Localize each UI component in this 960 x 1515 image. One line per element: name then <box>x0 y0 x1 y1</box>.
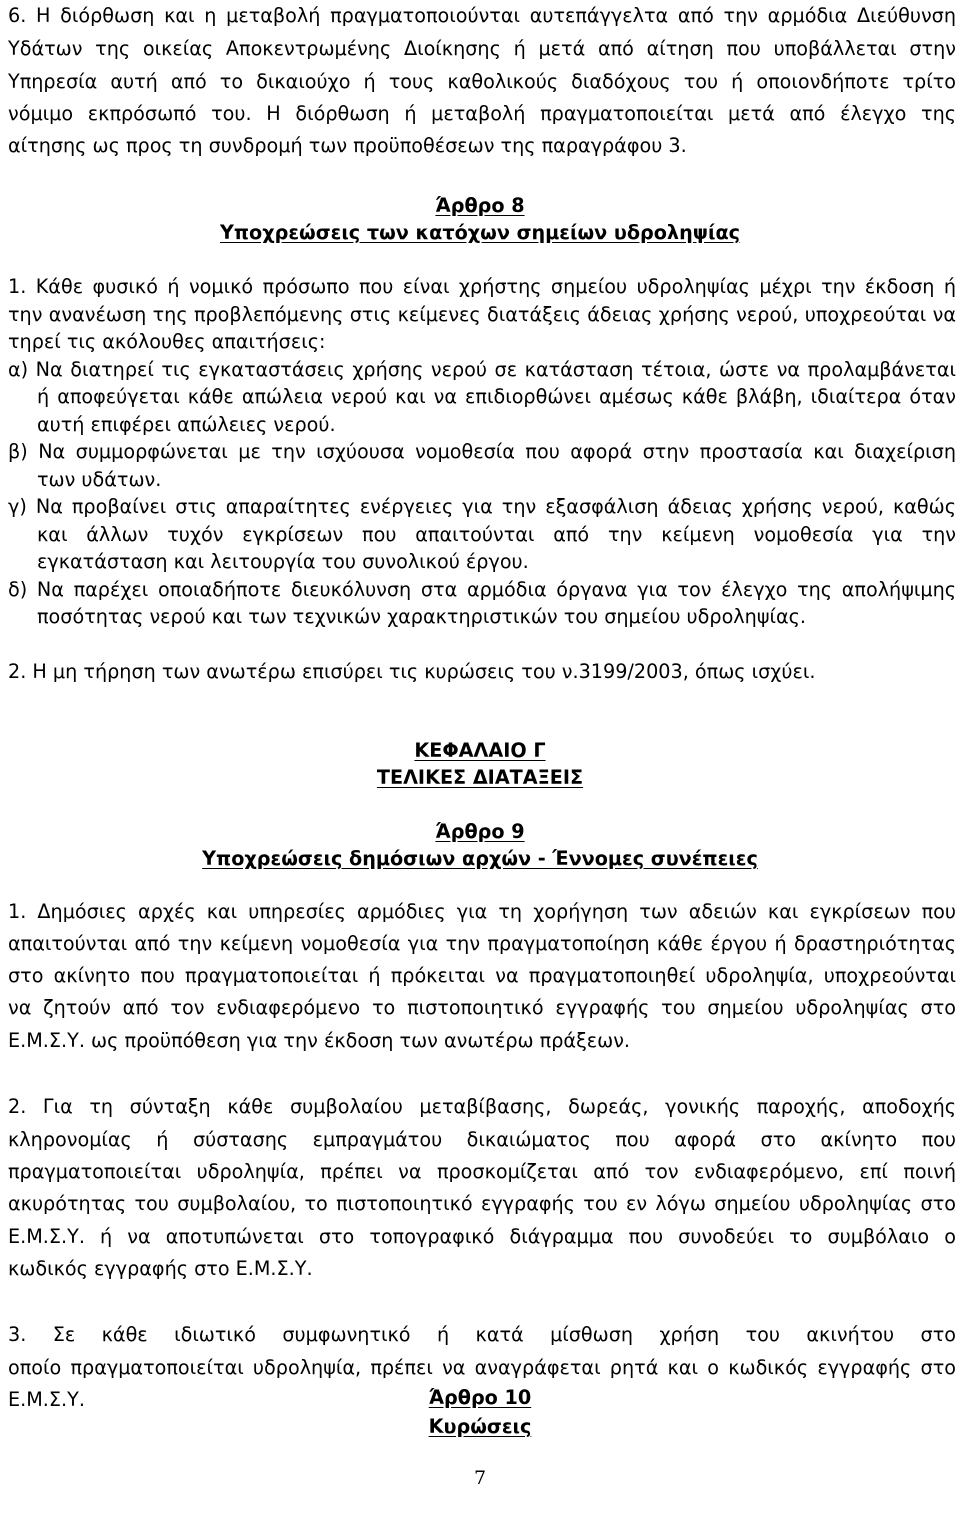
article-8-item-c: και άλλων τυχόν εγκρίσεων που απαιτούνται από την κείμενη νομοθεσία για την <box>37 523 956 546</box>
article-9-p2-line: πραγματοποιείται υδροληψία, πρέπει να προσκομίζεται από τον ενδιαφερόμενο, επί ποινή <box>8 1160 956 1183</box>
article-8-p2: 2. Η μη τήρηση των ανωτέρω επισύρει τις κυρώσεις του ν.3199/2003, όπως ισχύει. <box>8 660 816 683</box>
article-9-p2-line: ακυρότητας του συμβολαίου, το πιστοποιητικό εγγραφής του εν λόγω σημείου υδροληψίας στο <box>8 1192 956 1215</box>
article-9-p3-line: Ε.Μ.Σ.Υ. <box>8 1388 85 1411</box>
article-8-item-b: β) Να συμμορφώνεται με την ισχύουσα νομοθεσία που αφορά στην προστασία και διαχείριση <box>8 440 956 463</box>
article-8-item-a: α) Να διατηρεί τις εγκαταστάσεις χρήσης νερού σε κατάσταση τέτοια, ώστε να προλαμβάνεται <box>8 358 956 381</box>
article-8-item-c: εγκατάσταση και λειτουργία του συνολικού έργου. <box>37 550 529 573</box>
article-9-p2-line: Ε.Μ.Σ.Υ. ή να αποτυπώνεται στο τοπογραφικό διάγραμμα που συνοδεύει το συμβόλαιο ο <box>8 1225 956 1248</box>
chapter-label: ΚΕΦΑΛΑΙΟ Γ <box>414 739 546 762</box>
article-9-p2-line: κληρονομίας ή σύστασης εμπραγμάτου δικαιώματος που αφορά στο ακίνητο που <box>8 1128 956 1151</box>
article-8-number: Άρθρο 8 <box>435 194 525 217</box>
article-9-title: Υποχρεώσεις δημόσιων αρχών - Έννομες συνέπειες <box>202 847 758 870</box>
article-9-p1-line: να ζητούν από τον ενδιαφερόμενο το πιστοποιητικό εγγραφής του σημείου υδροληψίας στο <box>8 996 956 1019</box>
intro-line: νόμιμο εκπρόσωπό του. Η διόρθωση ή μεταβολή πραγματοποιείται μετά από έλεγχο της <box>8 102 956 125</box>
article-9-p2-line: κωδικός εγγραφής στο Ε.Μ.Σ.Υ. <box>8 1257 313 1280</box>
article-9-p2-line: 2. Για τη σύνταξη κάθε συμβολαίου μεταβίβασης, δωρεάς, γονικής παροχής, αποδοχής <box>8 1095 956 1118</box>
article-9-p1-line: στο ακίνητο που πραγματοποιείται ή πρόκειται να πραγματοποιηθεί υδροληψία, υποχρεούνται <box>8 964 956 987</box>
chapter-title: ΤΕΛΙΚΕΣ ΔΙΑΤΑΞΕΙΣ <box>376 766 584 789</box>
article-9-p1-line: 1. Δημόσιες αρχές και υπηρεσίες αρμόδιες για τη χορήγηση των αδειών και εγκρίσεων που <box>8 900 956 923</box>
article-8-title: Υποχρεώσεις των κατόχων σημείων υδροληψίας <box>219 221 741 244</box>
article-9-p3-line: οποίο πραγματοποιείται υδροληψία, πρέπει να αναγράφεται ρητά και ο κωδικός εγγραφής στο <box>8 1356 956 1379</box>
article-8-p1-line: την ανανέωση της προβλεπόμενης στις κείμενες διατάξεις άδειας χρήσης νερού, υποχρεούται να <box>8 303 956 326</box>
article-9-p1-line: απαιτούνται από την κείμενη νομοθεσία για την πραγματοποίηση κάθε έργου ή δραστηριότητας <box>8 932 956 955</box>
intro-line: Υπηρεσία αυτή από το δικαιούχο ή τους καθολικούς διαδόχους του ή οποιονδήποτε τρίτο <box>8 70 956 93</box>
article-8-item-a: αυτή επιφέρει απώλειες νερού. <box>37 413 336 436</box>
intro-line: 6. Η διόρθωση και η μεταβολή πραγματοποιούνται αυτεπάγγελτα από την αρμόδια Διεύθυνση <box>8 4 956 27</box>
article-8-item-a: ή αποφεύγεται κάθε απώλεια νερού και να επιδιορθώνει αμέσως κάθε βλάβη, ιδιαίτερα όταν <box>37 385 956 408</box>
article-9-number: Άρθρο 9 <box>435 820 525 843</box>
page-number: 7 <box>473 1467 487 1489</box>
article-8-item-d: δ) Να παρέχει οποιαδήποτε διευκόλυνση στα αρμόδια όργανα για τον έλεγχο της απολήψιμης <box>8 578 956 601</box>
article-10-number: Άρθρο 10 <box>428 1386 532 1409</box>
article-8-item-d: ποσότητας νερού και των τεχνικών χαρακτηριστικών του σημείου υδροληψίας. <box>37 605 806 628</box>
article-8-item-b: των υδάτων. <box>37 468 162 491</box>
intro-line: Υδάτων της οικείας Αποκεντρωμένης Διοίκησης ή μετά από αίτηση που υποβάλλεται στην <box>8 37 956 60</box>
article-10-title: Κυρώσεις <box>428 1415 532 1438</box>
article-9-p3-line: 3. Σε κάθε ιδιωτικό συμφωνητικό ή κατά μίσθωση χρήση του ακινήτου στο <box>8 1323 956 1346</box>
article-8-p1-line: 1. Κάθε φυσικό ή νομικό πρόσωπο που είναι χρήστης σημείου υδροληψίας μέχρι την έκδοση ή <box>8 275 956 298</box>
article-9-p1-line: Ε.Μ.Σ.Υ. ως προϋπόθεση για την έκδοση των ανωτέρω πράξεων. <box>8 1029 631 1052</box>
article-8-item-c: γ) Να προβαίνει στις απαραίτητες ενέργειες για την εξασφάλιση άδειας χρήσης νερού, καθώς <box>8 495 956 518</box>
article-8-p1-line: τηρεί τις ακόλουθες απαιτήσεις: <box>8 330 326 353</box>
intro-line: αίτησης ως προς τη συνδρομή των προϋποθέσεων της παραγράφου 3. <box>8 134 687 157</box>
